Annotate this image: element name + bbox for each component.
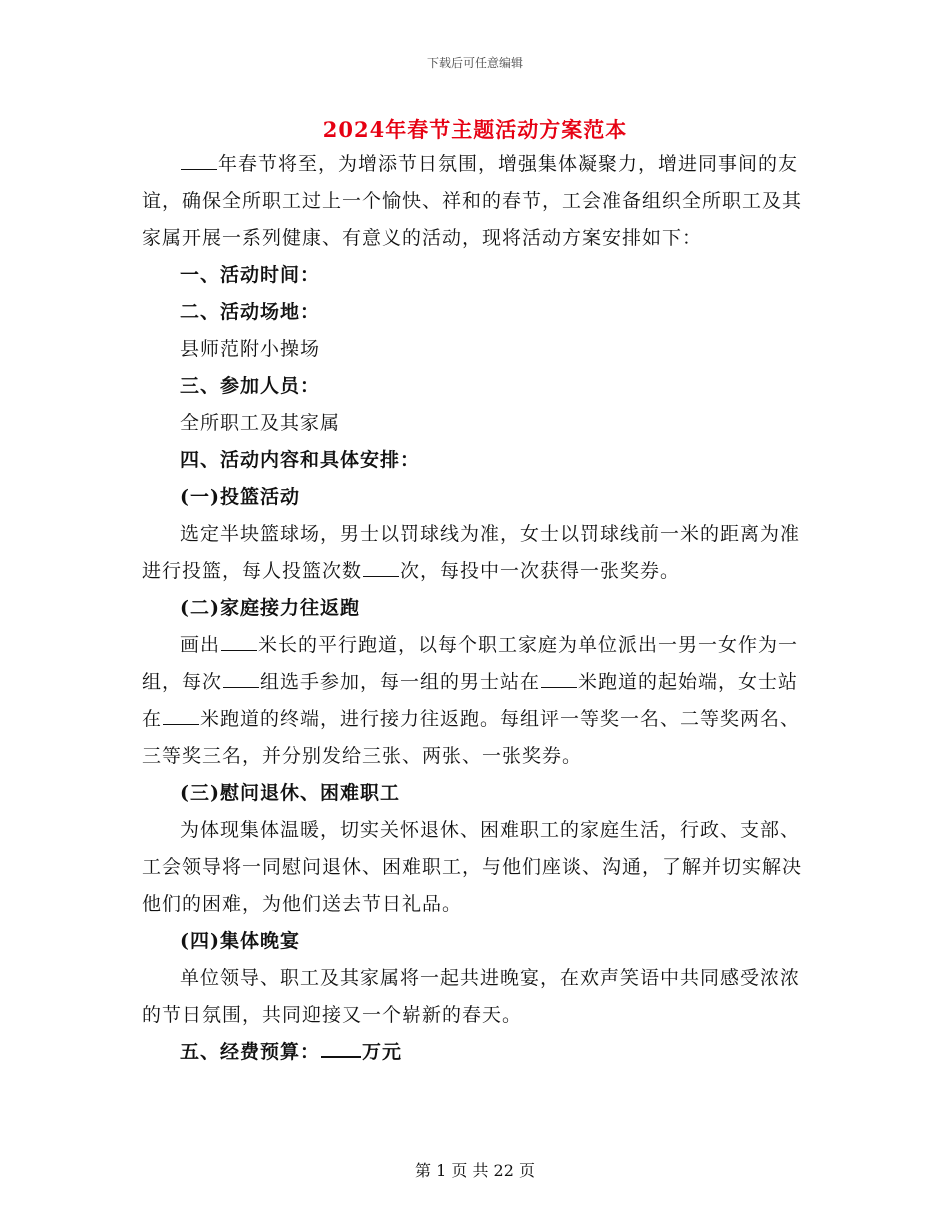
text-segment: 米跑道的起始端，女士站在 <box>142 671 799 730</box>
text-segment: 五、经费预算： <box>180 1041 321 1063</box>
participants-text: 全所职工及其家属 <box>180 412 341 434</box>
blank-line <box>363 555 399 577</box>
blank-line <box>181 148 217 170</box>
activity-title-dinner: (四)集体晚宴 <box>180 930 300 952</box>
activity-body-relay <box>142 627 810 775</box>
activity-title-relay: (二)家庭接力往返跑 <box>180 597 360 619</box>
document-title: 2024年春节主题活动方案范本 <box>322 117 628 142</box>
section-heading-content: 四、活动内容和具体安排： <box>180 449 421 471</box>
activity-body-visit: 为体现集体温暖，切实关怀退休、困难职工的家庭生活，行政、支部、工会领导将一同慰问退休、困难职工，与他们座谈、沟通，了解并切实解决他们的困难，为他们送去节日礼品。 <box>142 819 803 915</box>
text-segment: 选定半块篮球场，男士以罚球线为准，女士以罚球线前一米的距离为准进行投篮，每人投篮次数 <box>142 523 801 582</box>
document-body <box>142 146 810 1071</box>
page-number: 第 1 页 共 22 页 <box>415 1161 535 1180</box>
text-segment: 米长的平行跑道，以每个职工家庭为单位派出一男一女作为一组，每次 <box>142 634 799 693</box>
blank-line <box>223 666 259 688</box>
activity-title-visit: (三)慰问退休、困难职工 <box>180 782 400 804</box>
blank-line <box>163 703 199 725</box>
intro-text: 年春节将至，为增添节日氛围，增强集体凝聚力，增进同事间的友谊，确保全所职工过上一个愉快、祥和的春节，工会准备组织全所职工及其家属开展一系列健康、有意义的活动，现将活动方案安排如下： <box>142 153 803 249</box>
blank-line <box>321 1035 361 1058</box>
blank-line <box>541 666 577 688</box>
text-segment: 画出 <box>180 634 221 656</box>
section-heading-time: 一、活动时间： <box>180 264 321 286</box>
text-segment: 万元 <box>362 1041 403 1063</box>
text-segment: 组选手参加，每一组的男士站在 <box>260 671 541 693</box>
venue-text: 县师范附小操场 <box>180 338 321 360</box>
text-segment: 次，每投中一次获得一张奖券。 <box>400 560 681 582</box>
section-heading-venue: 二、活动场地： <box>180 301 321 323</box>
activity-title-basketball: (一)投篮活动 <box>180 486 300 508</box>
blank-line <box>221 629 257 651</box>
page-header: 下载后可任意编辑 <box>426 56 523 70</box>
text-segment: 米跑道的终端，进行接力往返跑。每组评一等奖一名、二等奖两名、三等奖三名，并分别发给三张、两张、一张奖券。 <box>142 708 801 767</box>
activity-body-basketball <box>142 516 810 590</box>
section-heading-participants: 三、参加人员： <box>180 375 321 397</box>
section-heading-budget <box>142 1034 810 1071</box>
intro-paragraph <box>142 146 810 257</box>
activity-body-dinner: 单位领导、职工及其家属将一起共进晚宴，在欢声笑语中共同感受浓浓的节日氛围，共同迎接又一个崭新的春天。 <box>142 967 801 1026</box>
